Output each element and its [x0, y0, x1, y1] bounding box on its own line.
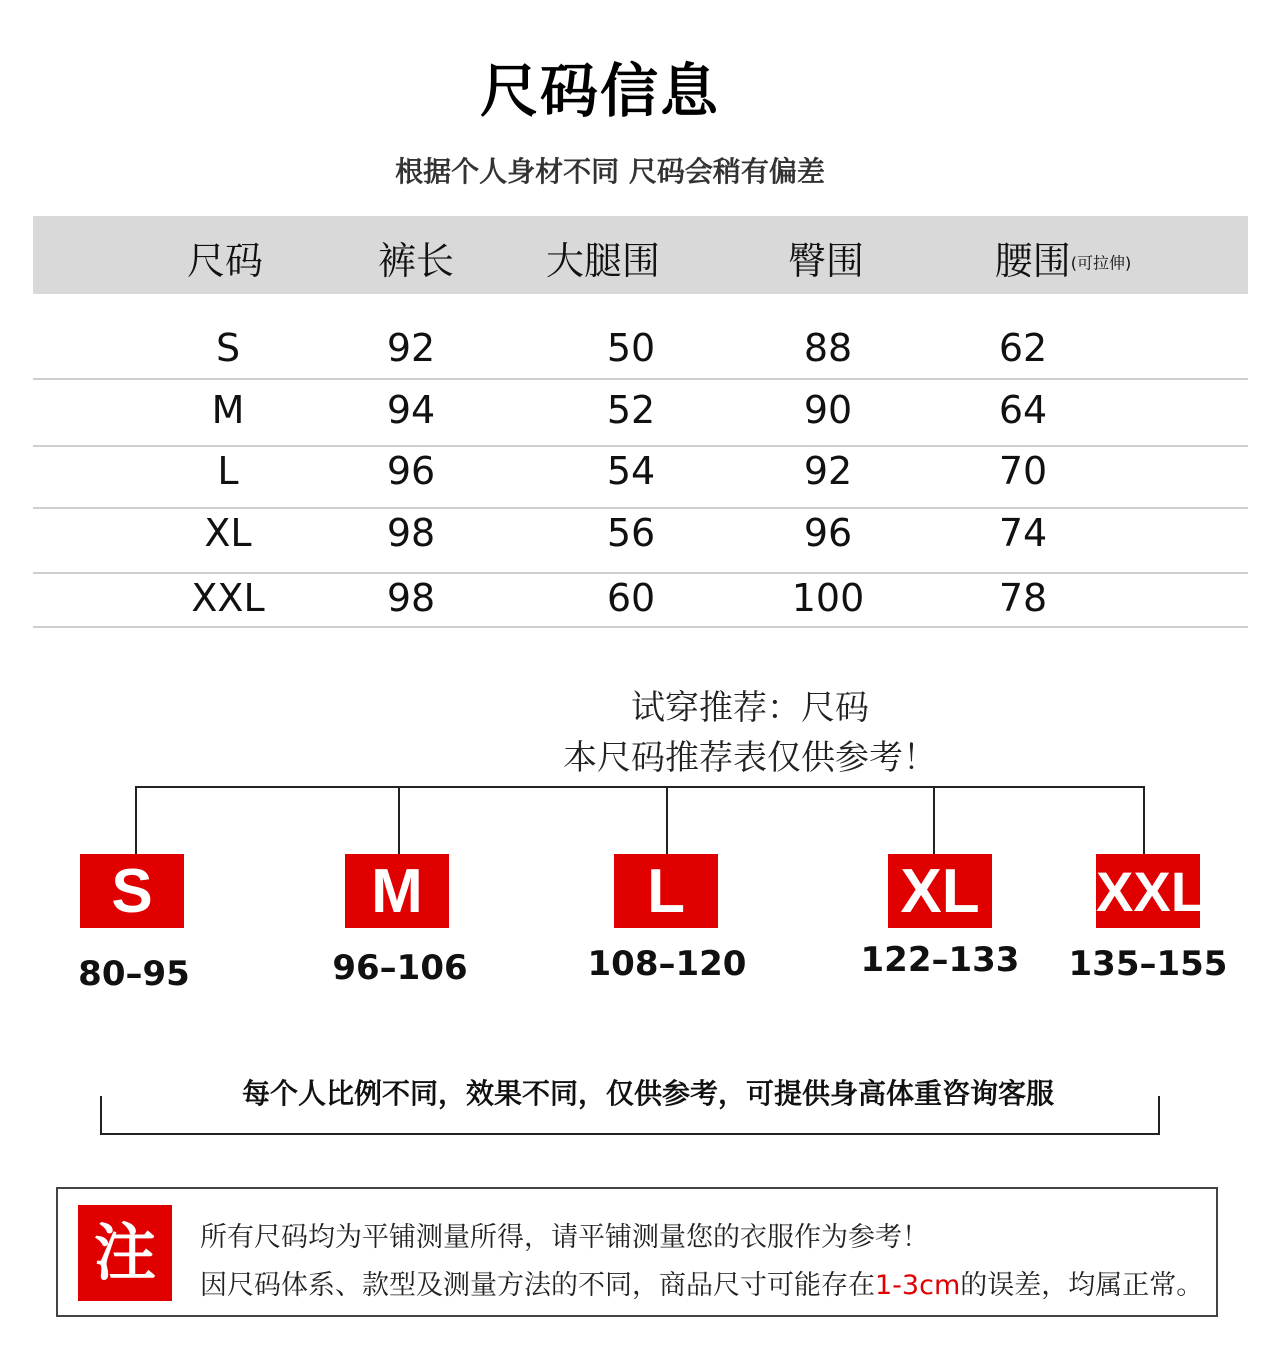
column-header-hip: 臀围: [787, 239, 864, 283]
size-range-xxl: 135–155: [1068, 944, 1228, 984]
waist-stretch-note: (可拉伸): [1070, 253, 1132, 273]
cell-thigh: 60: [606, 576, 656, 620]
recommendation-title: 试穿推荐：尺码: [631, 688, 869, 728]
cell-thigh: 54: [606, 449, 656, 493]
size-badge-l: L: [614, 854, 718, 928]
size-badge-xxl: XXL: [1096, 854, 1200, 928]
disclaimer-bracket-line: [100, 1133, 1160, 1135]
row-divider: [33, 507, 1248, 509]
column-header-length: 裤长: [377, 239, 454, 283]
disclaimer-bracket-tick: [100, 1096, 102, 1134]
cell-thigh: 50: [606, 326, 656, 370]
disclaimer-text: 每个人比例不同，效果不同，仅供参考，可提供身高体重咨询客服: [241, 1077, 1054, 1110]
cell-length: 98: [386, 576, 436, 620]
cell-size: XL: [204, 511, 252, 555]
size-bracket-tick: [666, 786, 668, 854]
column-header-thigh: 大腿围: [545, 239, 660, 283]
cell-hip: 100: [791, 576, 865, 620]
cell-waist: 74: [998, 511, 1048, 555]
table-row: [33, 326, 1248, 380]
row-divider: [33, 572, 1248, 574]
note-badge: 注: [78, 1205, 172, 1301]
table-row: [33, 576, 1248, 628]
table-row: [33, 449, 1248, 509]
note-line-2-text: 因尺码体系、款型及测量方法的不同，商品尺寸可能存在: [200, 1270, 875, 1301]
cell-length: 94: [386, 388, 436, 432]
size-bracket-tick: [933, 786, 935, 854]
cell-hip: 88: [803, 326, 853, 370]
cell-size: L: [217, 449, 239, 493]
size-range-m: 96–106: [332, 948, 468, 988]
waist-label: 腰围: [994, 239, 1071, 283]
cell-hip: 96: [803, 511, 853, 555]
table-header: [33, 216, 1248, 294]
size-bracket-tick: [1143, 786, 1145, 854]
cell-hip: 90: [803, 388, 853, 432]
size-badge-xl: XL: [888, 854, 992, 928]
size-bracket-tick: [135, 786, 137, 854]
recommendation-note: 本尺码推荐表仅供参考！: [563, 738, 937, 778]
note-error-range: 1-3cm: [875, 1270, 961, 1301]
size-bracket-line: [135, 786, 1145, 788]
cell-waist: 70: [998, 449, 1048, 493]
page-subtitle: 根据个人身材不同 尺码会稍有偏差: [395, 155, 825, 188]
row-divider: [33, 445, 1248, 447]
cell-size: S: [215, 326, 241, 370]
table-row: [33, 388, 1248, 447]
size-badge-s: S: [80, 854, 184, 928]
cell-length: 96: [386, 449, 436, 493]
cell-waist: 62: [998, 326, 1048, 370]
page-title: 尺码信息: [479, 57, 720, 125]
cell-thigh: 52: [606, 388, 656, 432]
cell-waist: 78: [998, 576, 1048, 620]
size-range-s: 80–95: [78, 954, 190, 994]
size-range-xl: 122–133: [860, 940, 1020, 980]
column-header-size: 尺码: [186, 239, 263, 283]
size-table: [33, 216, 1248, 628]
cell-length: 98: [386, 511, 436, 555]
cell-length: 92: [386, 326, 436, 370]
cell-size: M: [211, 388, 245, 432]
size-bracket-tick: [398, 786, 400, 854]
size-badge-m: M: [345, 854, 449, 928]
note-line-2-tail: 的误差，均属正常。: [960, 1270, 1204, 1301]
size-range-l: 108–120: [587, 944, 747, 984]
row-divider: [33, 378, 1248, 380]
disclaimer-bracket-tick: [1158, 1096, 1160, 1134]
measurement-note-box: [56, 1187, 1218, 1317]
table-row: [33, 511, 1248, 574]
note-line-1: 所有尺码均为平铺测量所得，请平铺测量您的衣服作为参考！: [200, 1222, 929, 1253]
cell-thigh: 56: [606, 511, 656, 555]
column-header-waist: [973, 216, 1153, 294]
cell-hip: 92: [803, 449, 853, 493]
row-divider: [33, 626, 1248, 628]
note-line-2: [200, 1263, 1203, 1302]
cell-waist: 64: [998, 388, 1048, 432]
cell-size: XXL: [191, 576, 265, 620]
